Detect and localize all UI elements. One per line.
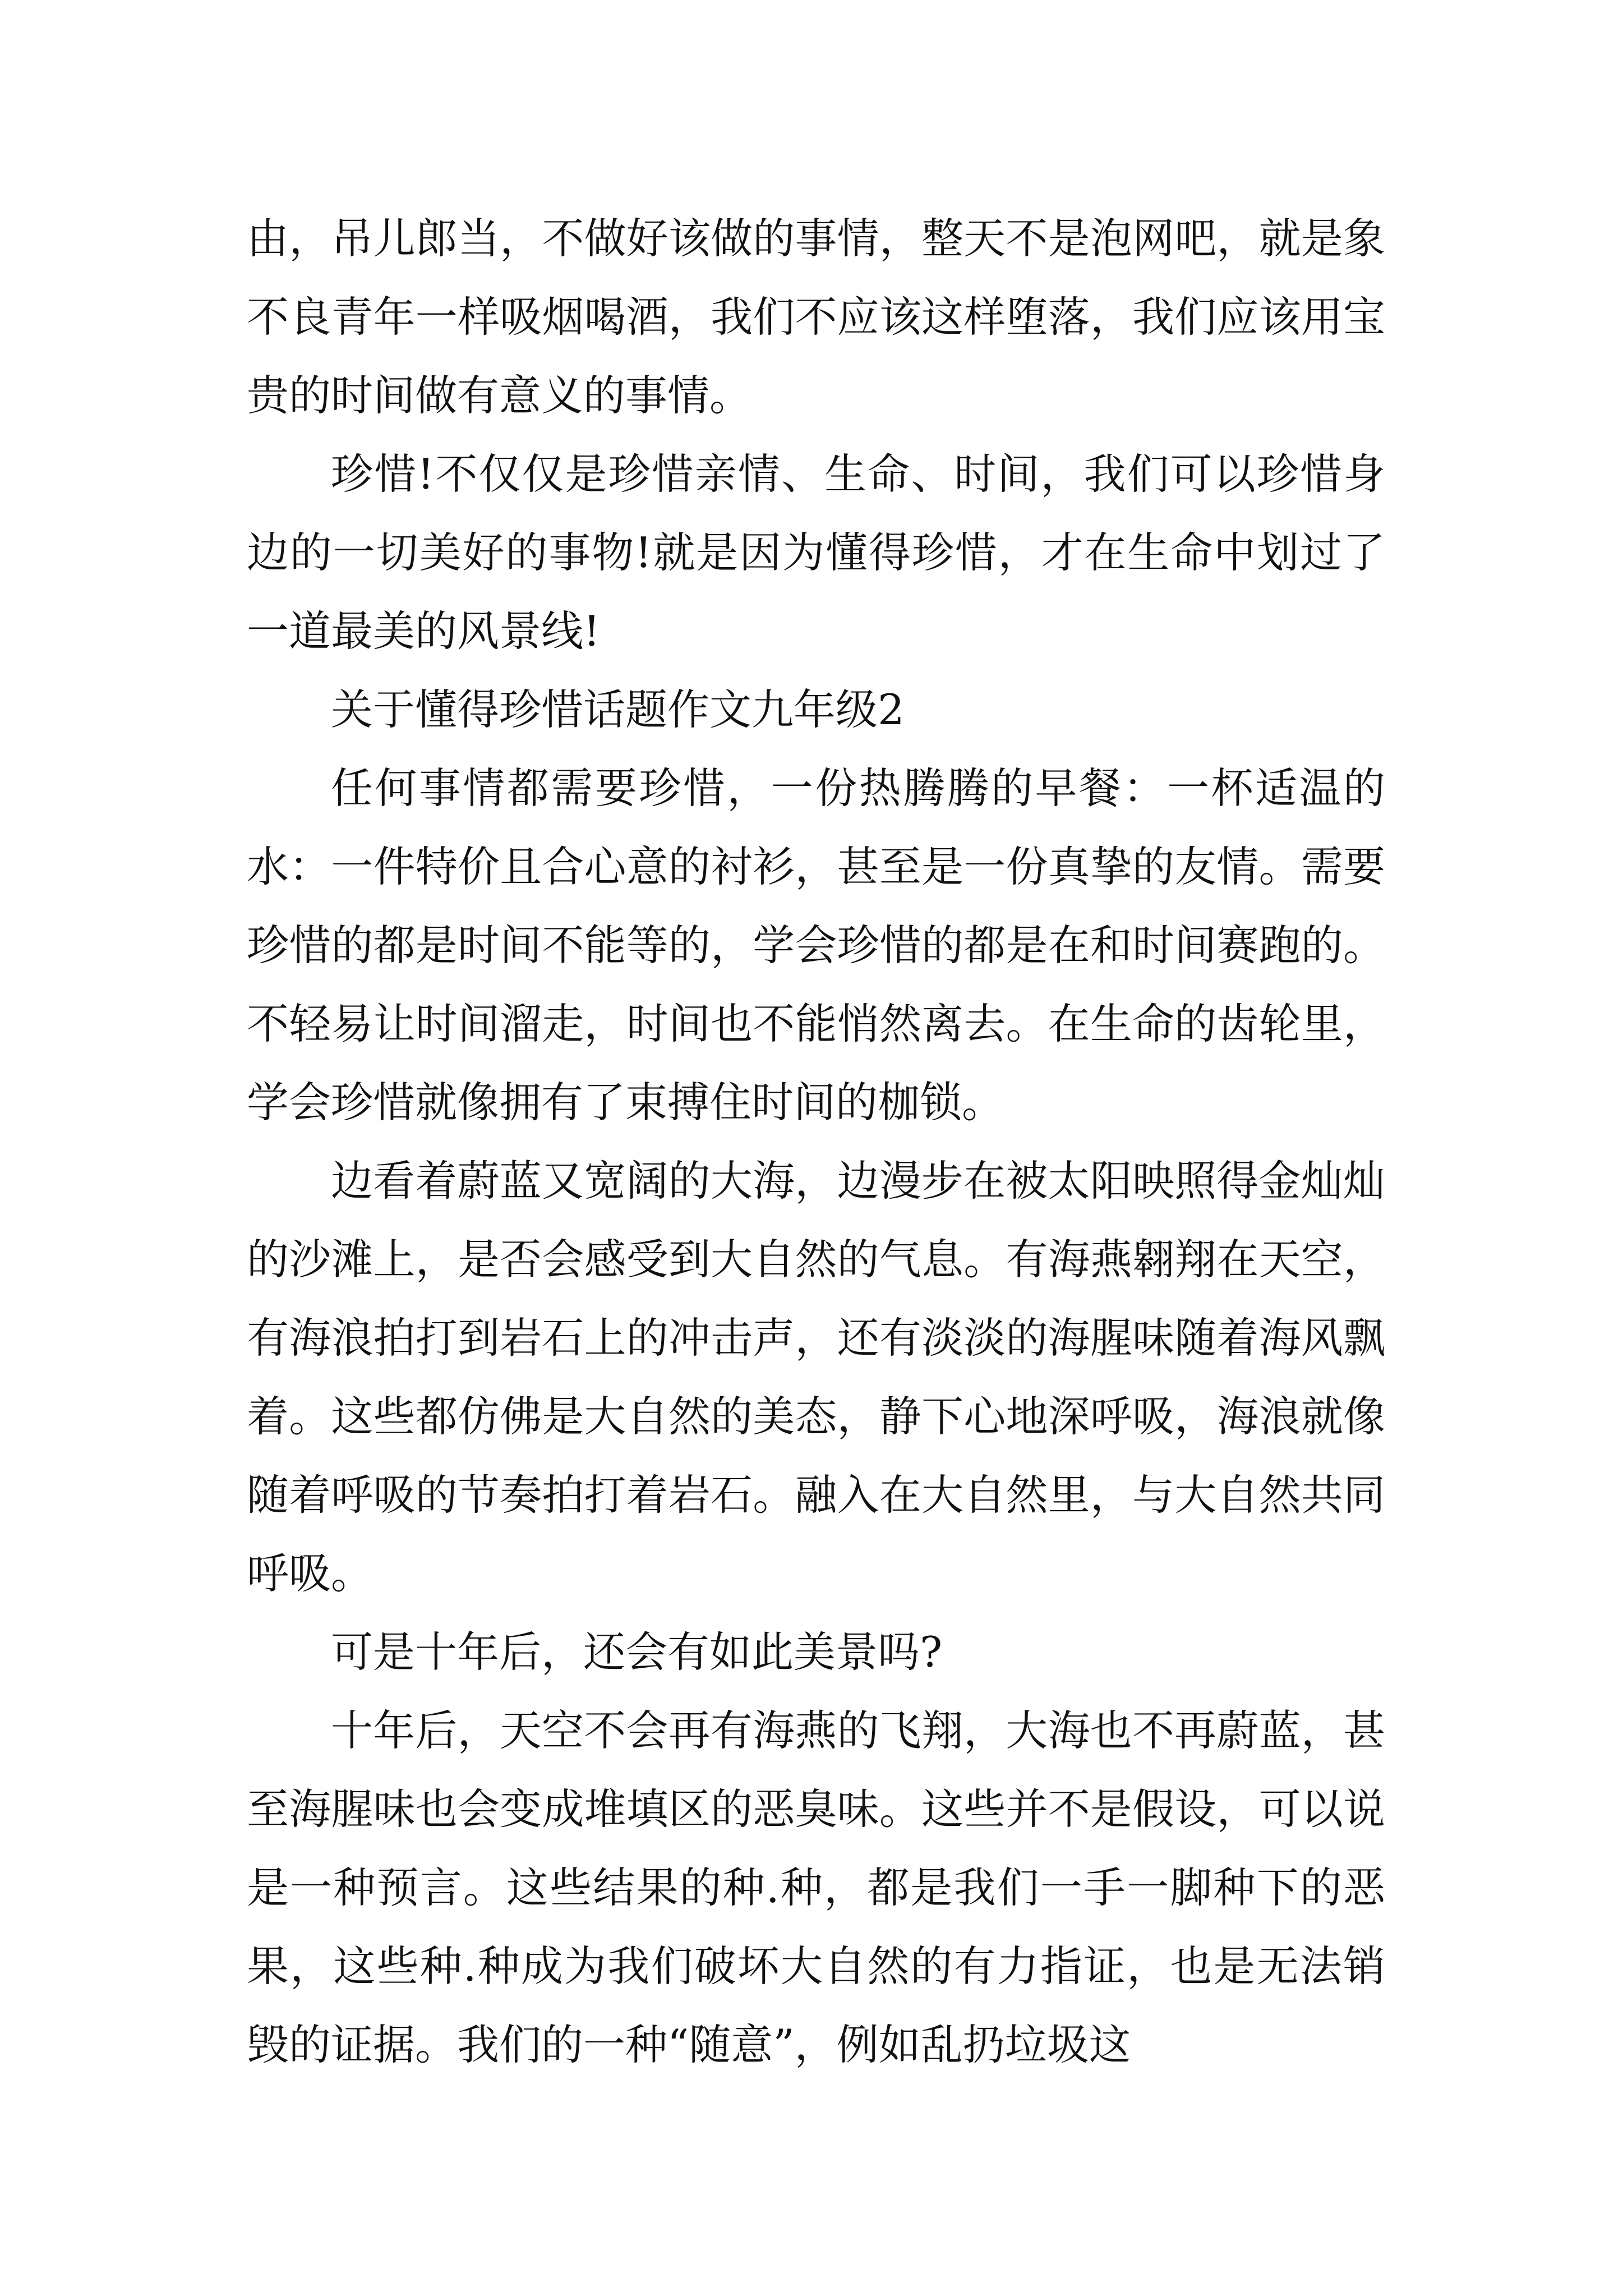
section-heading: 关于懂得珍惜话题作文九年级2 xyxy=(331,685,905,734)
paragraph: 可是十年后，还会有如此美景吗? xyxy=(331,1627,943,1677)
paragraph: 十年后，天空不会再有海燕的飞翔，大海也不再蔚蓝，甚至海腥味也会变成堆填区的恶臭味。这些并不是假设，可以说是一种预言。这些结果的种.种，都是我们一手一脚种下的恶果，这些种.种成为我们破坏大自然的有力指证，也是无法销毁的证据。我们的一种“随意”，例如乱扔垃圾这 xyxy=(247,1706,1385,2069)
paragraph: 由，吊儿郎当，不做好该做的事情，整天不是泡网吧，就是象不良青年一样吸烟喝酒，我们不应该这样堕落，我们应该用宝贵的时间做有意义的事情。 xyxy=(247,214,1385,420)
paragraph: 珍惜!不仅仅是珍惜亲情、生命、时间，我们可以珍惜身边的一切美好的事物!就是因为懂得珍惜，才在生命中划过了一道最美的风景线! xyxy=(247,449,1385,656)
paragraph: 边看着蔚蓝又宽阔的大海，边漫步在被太阳映照得金灿灿的沙滩上，是否会感受到大自然的气息。有海燕翱翔在天空，有海浪拍打到岩石上的冲击声，还有淡淡的海腥味随着海风飘着。这些都仿佛是大自然的美态，静下心地深呼吸，海浪就像随着呼吸的节奏拍打着岩石。融入在大自然里，与大自然共同呼吸。 xyxy=(247,1156,1385,1598)
document-body xyxy=(247,199,1385,2084)
paragraph: 任何事情都需要珍惜，一份热腾腾的早餐：一杯适温的水：一件特价且合心意的衬衫，甚至是一份真挚的友情。需要珍惜的都是时间不能等的，学会珍惜的都是在和时间赛跑的。不轻易让时间溜走，时间也不能悄然离去。在生命的齿轮里，学会珍惜就像拥有了束搏住时间的枷锁。 xyxy=(247,763,1385,1127)
